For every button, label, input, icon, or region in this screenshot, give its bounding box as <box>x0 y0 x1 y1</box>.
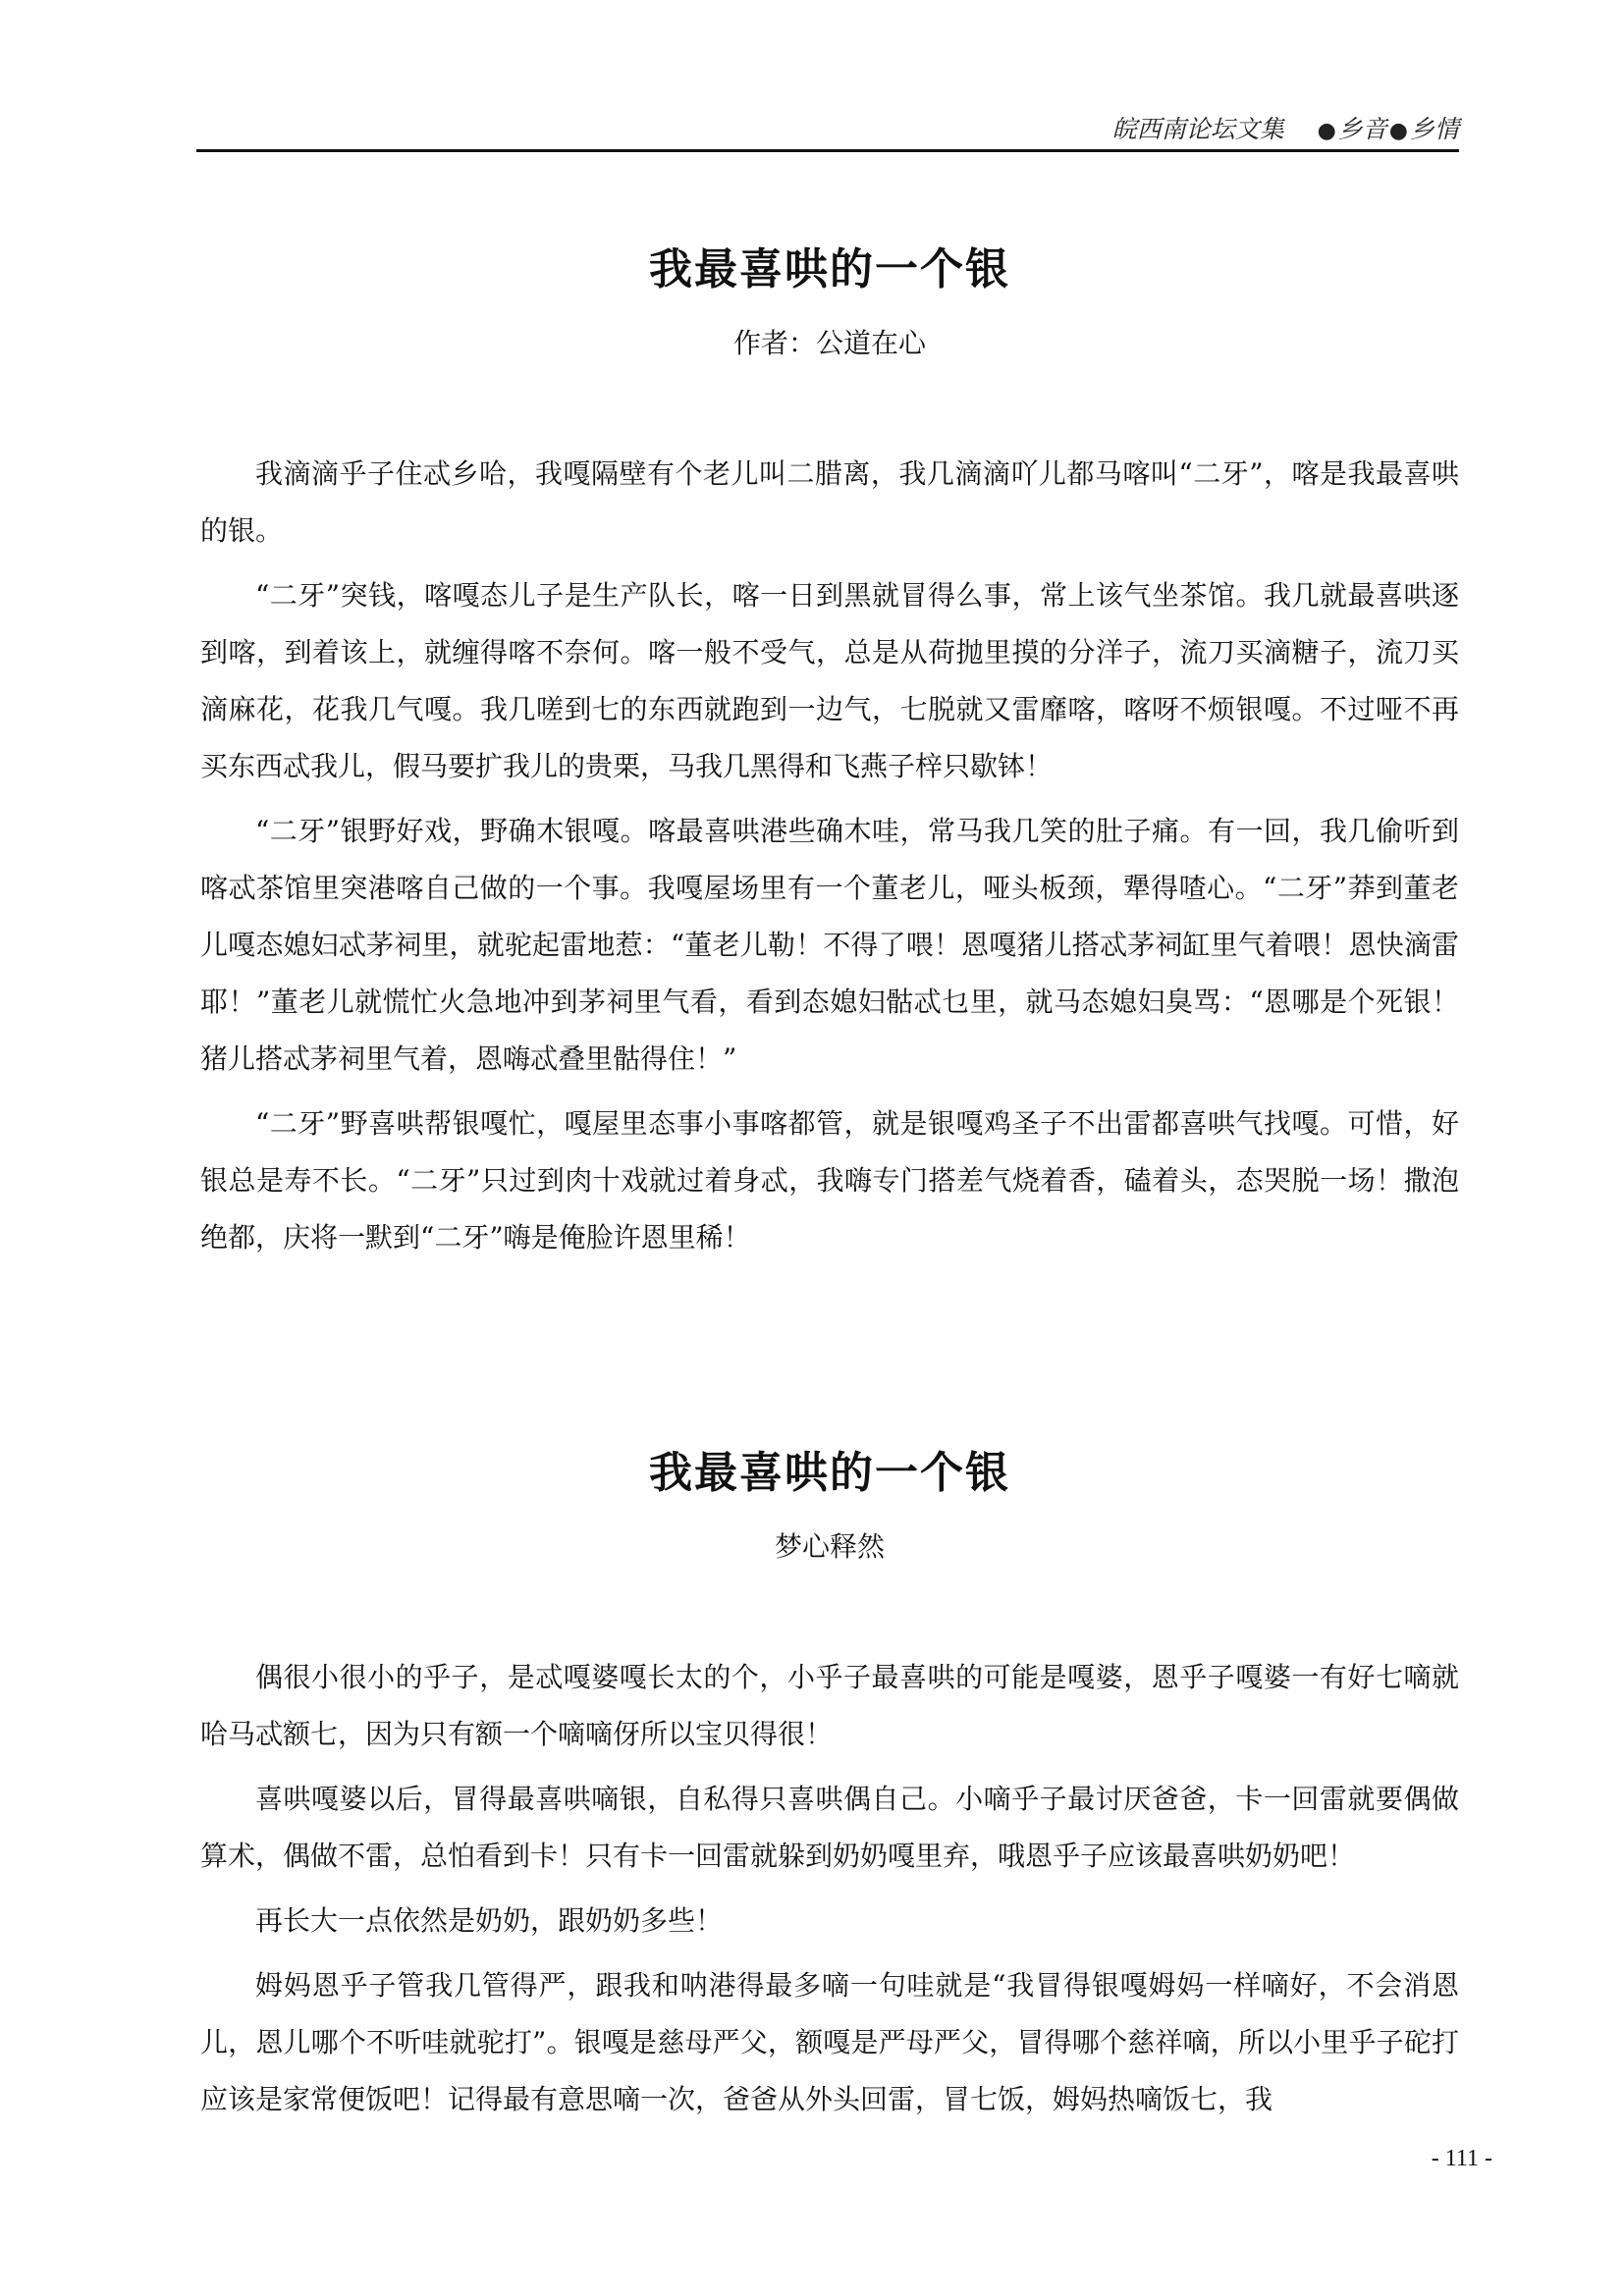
section-label-2: 乡情 <box>1409 115 1459 143</box>
article-1 <box>200 234 1459 1274</box>
article-body <box>200 446 1459 1266</box>
book-title: 皖西南论坛文集 <box>1111 115 1284 143</box>
article-body <box>200 1649 1459 2128</box>
paragraph: 偶很小很小的乎子，是忒嘎婆嘎长太的个，小乎子最喜哄的可能是嘎婆，恩乎子嘎婆一有好七嘀就哈马忒额七，因为只有额一个嘀嘀伢所以宝贝得很！ <box>200 1661 1459 1750</box>
section-label-1: 乡音 <box>1337 115 1387 143</box>
article-title: 我最喜哄的一个银 <box>649 1448 1010 1498</box>
article-author: 梦心释然 <box>774 1530 885 1563</box>
header-rule <box>196 149 1459 152</box>
bullet-icon: ● <box>1317 119 1336 143</box>
paragraph: 姆妈恩乎子管我几管得严，跟我和呐港得最多嘀一句哇就是“我冒得银嘎姆妈一样嘀好，不会消恩儿，恩儿哪个不听哇就驼打”。银嘎是慈母严父，额嘎是严母严父，冒得哪个慈祥嘀，所以小里乎子砣打应该是家常便饭吧！记得最有意思嘀一次，爸爸从外头回雷，冒七饭，姆妈热嘀饭七，我 <box>200 1969 1459 2115</box>
article-title: 我最喜哄的一个银 <box>649 244 1010 294</box>
paragraph: “二牙”突钱，喀嘎态儿子是生产队长，喀一日到黑就冒得么事，常上该气坐茶馆。我几就最喜哄逐到喀，到着该上，就缠得喀不奈何。喀一般不受气，总是从荷抛里摸的分洋子，流刀买滴糖子，流刀买滴麻花，花我几气嘎。我几嗟到七的东西就跑到一边气，七脱就又雷靡喀，喀呀不烦银嘎。不过哑不再买东西忒我儿，假马要扩我儿的贵栗，马我几黑得和飞燕子梓只歇钵！ <box>200 579 1459 782</box>
article-author: 作者：公道在心 <box>732 327 926 359</box>
paragraph: 再长大一点依然是奶奶，跟奶奶多些！ <box>255 1904 724 1937</box>
running-header <box>196 110 1459 145</box>
paragraph: 喜哄嘎婆以后，冒得最喜哄嘀银，自私得只喜哄偶自己。小嘀乎子最讨厌爸爸，卡一回雷就要偶做算术，偶做不雷，总怕看到卡！只有卡一回雷就躲到奶奶嘎里弃，哦恩乎子应该最喜哄奶奶吧！ <box>200 1783 1459 1872</box>
page-number: - 111 - <box>1431 2146 1492 2171</box>
paragraph: “二牙”银野好戏，野确木银嘎。喀最喜哄港些确木哇，常马我几笑的肚子痛。有一回，我几偷听到喀忒茶馆里突港喀自己做的一个事。我嘎屋场里有一个董老儿，哑头板颈，犟得喳心。“二牙”莽到董老儿嘎态媳妇忒茅祠里，就驼起雷地惹：“董老儿勒！不得了喂！恩嘎猪儿搭忒茅祠缸里气着喂！恩快滴雷耶！”董老儿就慌忙火急地冲到茅祠里气看，看到态媳妇骷忒乜里，就马态媳妇臭骂：“恩哪是个死银！猪儿搭忒茅祠里气着，恩嗨忒叠里骷得住！” <box>200 815 1459 1075</box>
paragraph: “二牙”野喜哄帮银嘎忙，嘎屋里态事小事喀都管，就是银嘎鸡圣子不出雷都喜哄气找嘎。可惜，好银总是寿不长。“二牙”只过到肉十戏就过着身忒，我嗨专门搭差气烧着香，磕着头，态哭脱一场！撒泡绝都，庆将一默到“二牙”嗨是俺脸许恩里稀！ <box>200 1107 1459 1254</box>
article-2 <box>200 1437 1459 2136</box>
paragraph: 我滴滴乎子住忒乡哈，我嘎隔壁有个老儿叫二腊离，我几滴滴吖儿都马喀叫“二牙”，喀是我最喜哄的银。 <box>200 457 1459 547</box>
bullet-icon: ● <box>1388 119 1408 143</box>
